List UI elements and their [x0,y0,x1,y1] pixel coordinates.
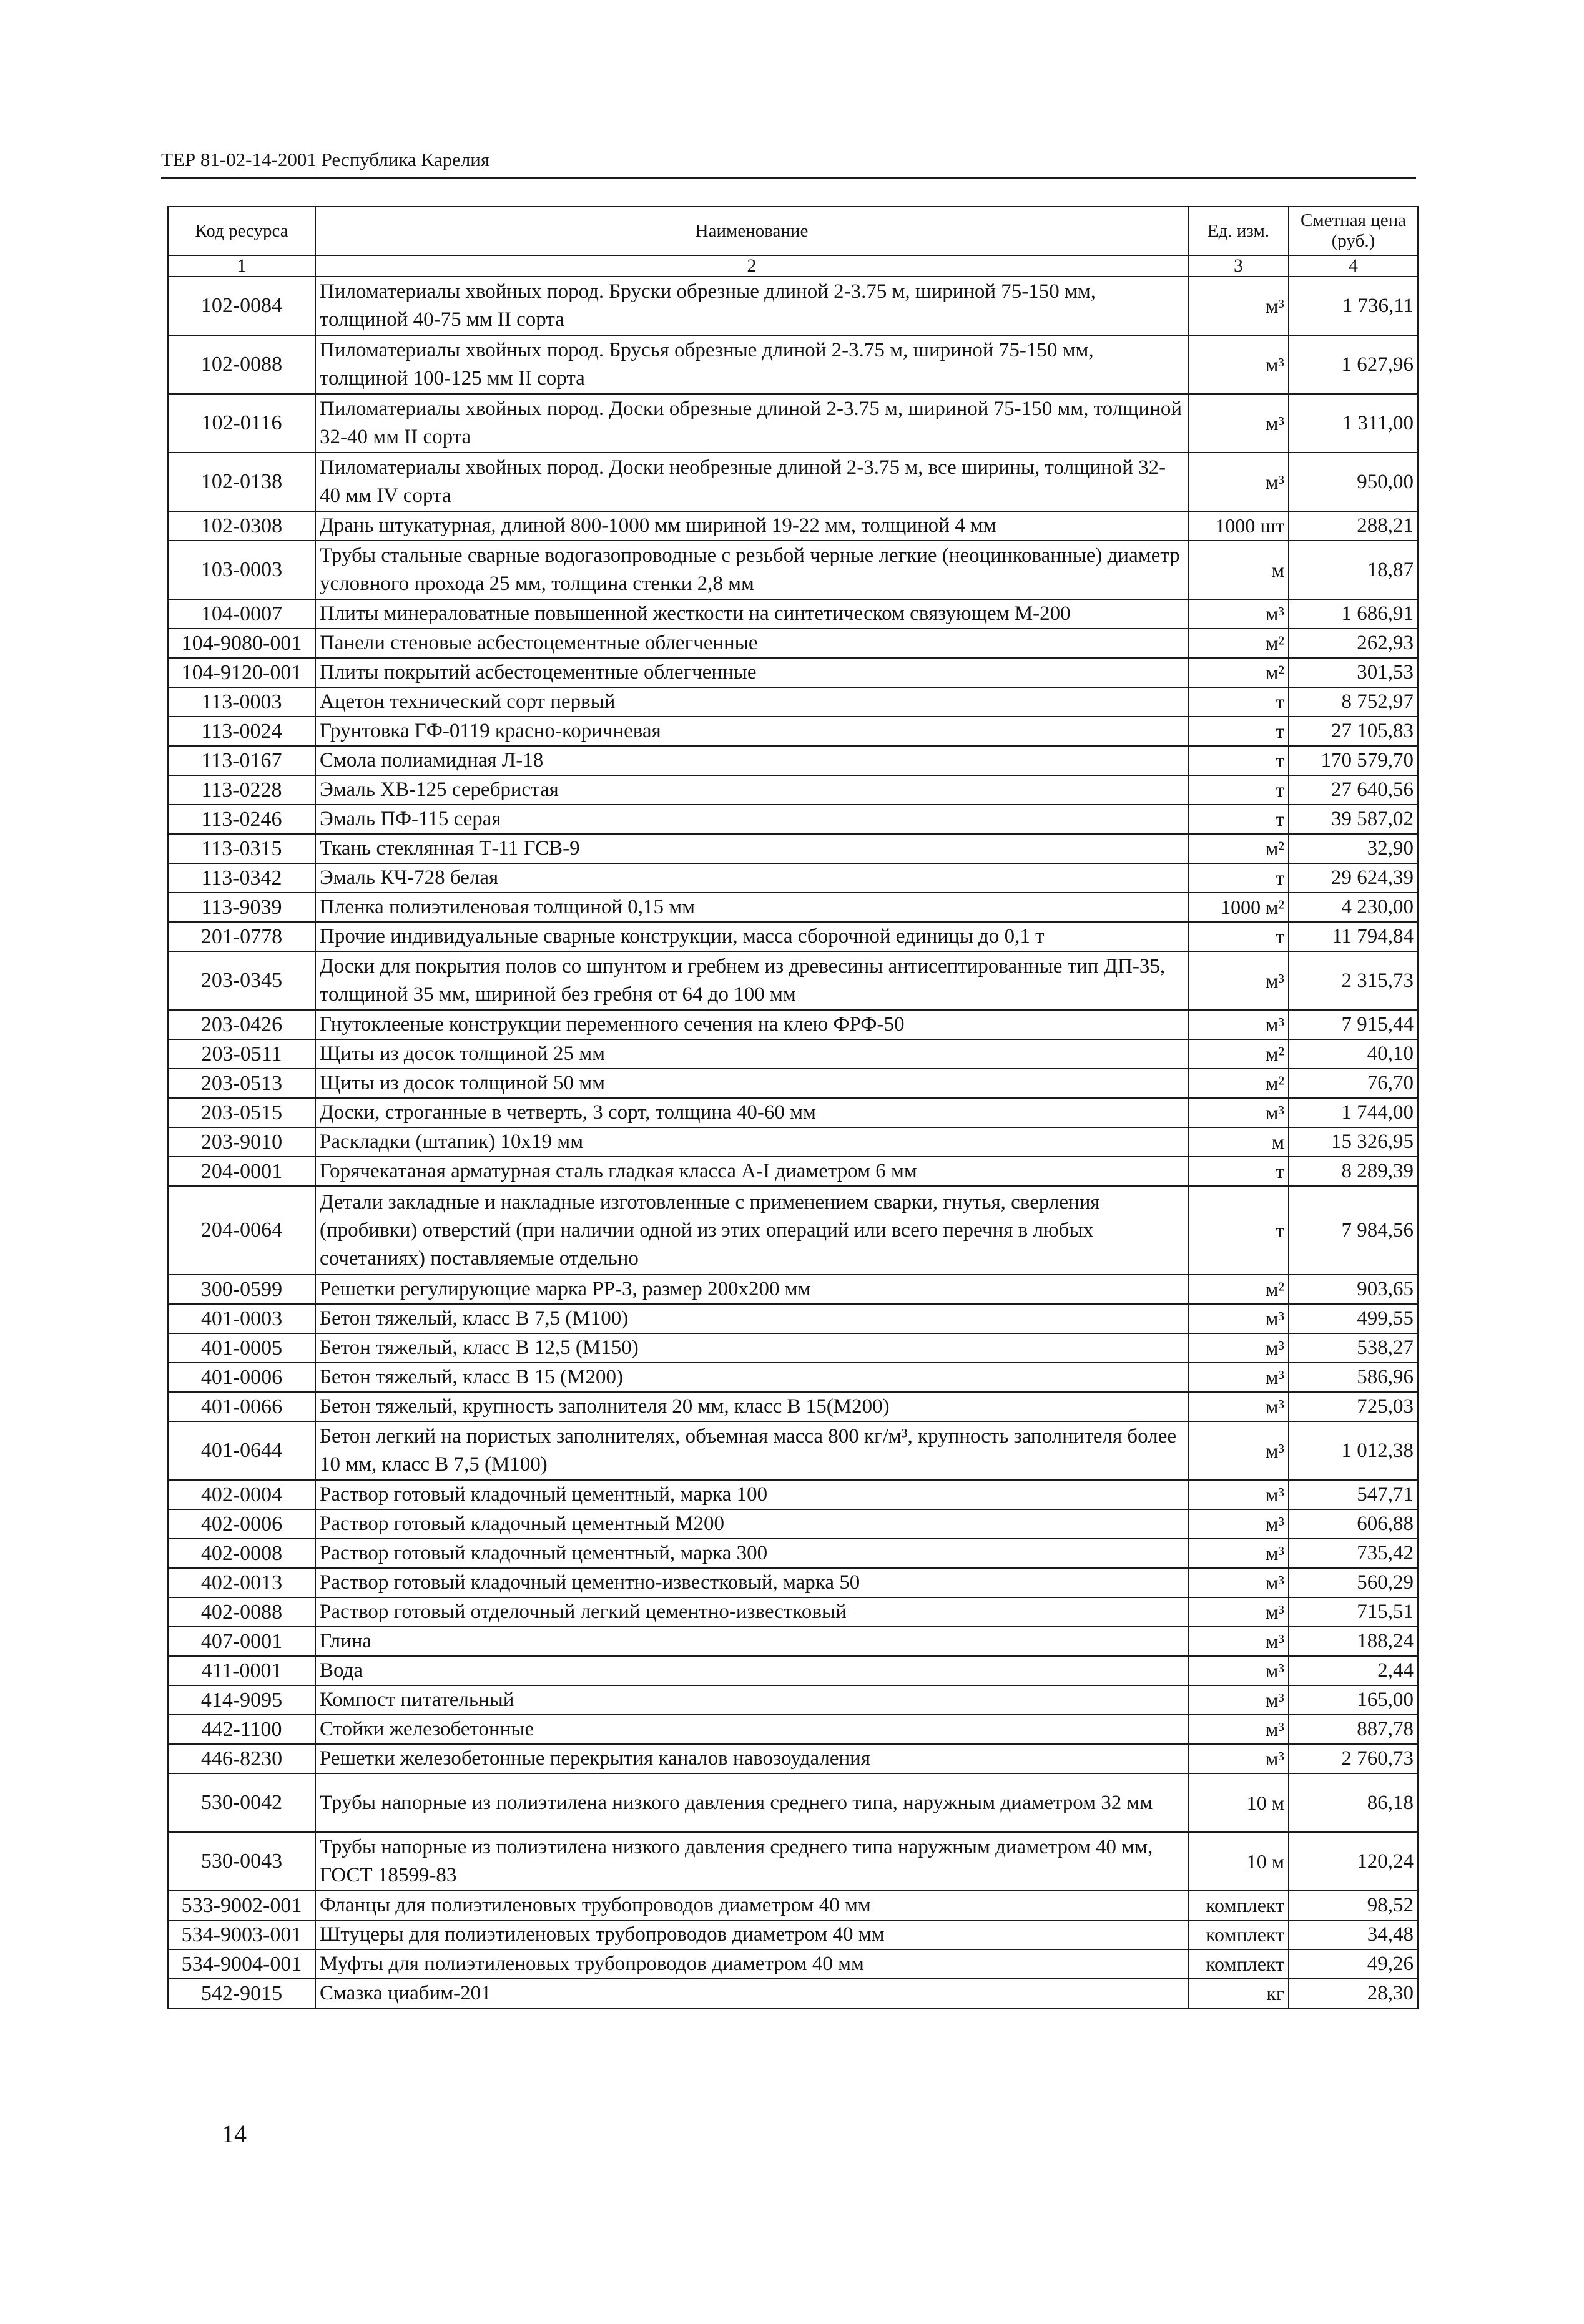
unit-cell: м³ [1188,1304,1289,1333]
price-cell: 32,90 [1289,834,1418,863]
column-number: 3 [1188,255,1289,277]
price-cell: 887,78 [1289,1715,1418,1744]
price-cell: 76,70 [1289,1069,1418,1098]
resource-name-cell: Эмаль ХВ-125 серебристая [315,775,1188,805]
column-number: 2 [315,255,1188,277]
resource-name-cell: Гнутоклееные конструкции переменного сечения на клею ФРФ-50 [315,1010,1188,1039]
unit-cell: 1000 шт [1188,511,1289,541]
price-cell: 4 230,00 [1289,893,1418,922]
price-cell: 1 627,96 [1289,335,1418,394]
unit-cell: м³ [1188,1363,1289,1392]
resource-code-cell: 542-9015 [168,1979,315,2008]
table-row [168,1509,1418,1539]
resource-code-cell: 407-0001 [168,1627,315,1656]
resource-code-cell: 102-0138 [168,453,315,511]
unit-cell: м [1188,1127,1289,1157]
table-row [168,834,1418,863]
price-cell: 301,53 [1289,658,1418,687]
price-cell: 288,21 [1289,511,1418,541]
price-cell: 7 984,56 [1289,1186,1418,1275]
resource-code-cell: 102-0088 [168,335,315,394]
table-row [168,1832,1418,1891]
unit-cell: т [1188,805,1289,834]
column-number-row [168,255,1418,277]
resource-name-cell: Бетон тяжелый, класс В 15 (М200) [315,1363,1188,1392]
price-cell: 2 315,73 [1289,951,1418,1010]
resource-code-cell: 401-0066 [168,1392,315,1421]
resource-name-cell: Компост питательный [315,1685,1188,1715]
resource-code-cell: 113-0228 [168,775,315,805]
column-header-price: Сметная цена (руб.) [1289,207,1418,255]
resource-name-cell: Раствор готовый кладочный цементно-известковый, марка 50 [315,1568,1188,1597]
column-header-unit: Ед. изм. [1188,207,1289,255]
unit-cell: м² [1188,1275,1289,1304]
table-row [168,1568,1418,1597]
unit-cell: м³ [1188,1480,1289,1509]
resource-name-cell: Горячекатаная арматурная сталь гладкая класса А-I диаметром 6 мм [315,1157,1188,1186]
price-cell: 538,27 [1289,1333,1418,1363]
price-cell: 34,48 [1289,1920,1418,1949]
table-row [168,863,1418,893]
resource-name-cell: Смазка циабим-201 [315,1979,1188,2008]
table-row [168,922,1418,951]
resource-name-cell: Раствор готовый кладочный цементный, марка 100 [315,1480,1188,1509]
table-row [168,1010,1418,1039]
unit-cell: м³ [1188,1392,1289,1421]
unit-cell: т [1188,687,1289,717]
resource-code-cell: 113-0167 [168,746,315,775]
price-cell: 18,87 [1289,541,1418,599]
resource-name-cell: Прочие индивидуальные сварные конструкции, масса сборочной единицы до 0,1 т [315,922,1188,951]
resource-code-cell: 534-9003-001 [168,1920,315,1949]
table-row [168,893,1418,922]
price-cell: 120,24 [1289,1832,1418,1891]
resource-code-cell: 401-0006 [168,1363,315,1392]
resource-name-cell: Решетки железобетонные перекрытия каналов навозоудаления [315,1744,1188,1773]
resource-name-cell: Плиты минераловатные повышенной жесткости на синтетическом связующем М-200 [315,599,1188,629]
resource-name-cell: Вода [315,1656,1188,1685]
table-row [168,599,1418,629]
column-number: 4 [1289,255,1418,277]
document-title: ТЕР 81-02-14-2001 Республика Карелия [161,149,490,170]
price-cell: 1 744,00 [1289,1098,1418,1127]
resource-name-cell: Пиломатериалы хвойных пород. Доски необрезные длиной 2-3.75 м, все ширины, толщиной 32-40 мм IV сорта [315,453,1188,511]
unit-cell: м³ [1188,453,1289,511]
price-cell: 903,65 [1289,1275,1418,1304]
table-row [168,1421,1418,1480]
resource-code-cell: 113-9039 [168,893,315,922]
price-cell: 2 760,73 [1289,1744,1418,1773]
price-cell: 8 289,39 [1289,1157,1418,1186]
unit-cell: м³ [1188,1744,1289,1773]
resource-name-cell: Ацетон технический сорт первый [315,687,1188,717]
unit-cell: м³ [1188,1715,1289,1744]
table-row [168,1539,1418,1568]
price-cell: 8 752,97 [1289,687,1418,717]
price-cell: 29 624,39 [1289,863,1418,893]
table-header-row [168,207,1418,255]
price-cell: 28,30 [1289,1979,1418,2008]
resource-code-cell: 113-0315 [168,834,315,863]
resource-name-cell: Панели стеновые асбестоцементные облегченные [315,629,1188,658]
unit-cell: т [1188,922,1289,951]
resource-code-cell: 104-9120-001 [168,658,315,687]
unit-cell: м³ [1188,1010,1289,1039]
resource-code-cell: 530-0043 [168,1832,315,1891]
unit-cell: м³ [1188,1627,1289,1656]
page-number: 14 [222,2120,247,2148]
price-cell: 27 105,83 [1289,717,1418,746]
resource-name-cell: Эмаль КЧ-728 белая [315,863,1188,893]
table-row [168,541,1418,599]
table-row [168,1627,1418,1656]
resource-code-cell: 113-0003 [168,687,315,717]
resource-name-cell: Стойки железобетонные [315,1715,1188,1744]
resource-name-cell: Бетон легкий на пористых заполнителях, объемная масса 800 кг/м³, крупность заполнителя более 10 мм, класс В 7,5 (М100) [315,1421,1188,1480]
unit-cell: м³ [1188,1656,1289,1685]
resource-name-cell: Грунтовка ГФ-0119 красно-коричневая [315,717,1188,746]
table-row [168,717,1418,746]
resource-code-cell: 414-9095 [168,1685,315,1715]
resource-code-cell: 113-0342 [168,863,315,893]
resource-code-cell: 102-0308 [168,511,315,541]
unit-cell: 10 м [1188,1832,1289,1891]
page-header [161,149,1416,179]
resource-code-cell: 204-0001 [168,1157,315,1186]
unit-cell: комплект [1188,1891,1289,1920]
resource-code-cell: 203-0513 [168,1069,315,1098]
price-cell: 950,00 [1289,453,1418,511]
resource-name-cell: Трубы напорные из полиэтилена низкого давления среднего типа, наружным диаметром 32 мм [315,1773,1188,1832]
resource-name-cell: Детали закладные и накладные изготовленные с применением сварки, гнутья, сверления (пробивки) отверстий (при наличии одной из этих операций или всего перечня в любых сочетаниях) поставляемые отдельно [315,1186,1188,1275]
column-header-name: Наименование [315,207,1188,255]
resource-code-cell: 113-0246 [168,805,315,834]
resource-code-cell: 402-0013 [168,1568,315,1597]
price-cell: 560,29 [1289,1568,1418,1597]
table-row [168,1744,1418,1773]
resource-name-cell: Бетон тяжелый, крупность заполнителя 20 мм, класс В 15(М200) [315,1392,1188,1421]
resource-code-cell: 102-0084 [168,277,315,335]
price-cell: 1 686,91 [1289,599,1418,629]
table-row [168,1979,1418,2008]
unit-cell: м³ [1188,1568,1289,1597]
resource-name-cell: Трубы напорные из полиэтилена низкого давления среднего типа наружным диаметром 40 мм, ГОСТ 18599-83 [315,1832,1188,1891]
table-row [168,1597,1418,1627]
price-cell: 39 587,02 [1289,805,1418,834]
price-cell: 262,93 [1289,629,1418,658]
price-cell: 27 640,56 [1289,775,1418,805]
table-row [168,1304,1418,1333]
unit-cell: м³ [1188,335,1289,394]
price-cell: 1 736,11 [1289,277,1418,335]
resource-name-cell: Доски, строганные в четверть, 3 сорт, толщина 40-60 мм [315,1098,1188,1127]
price-cell: 49,26 [1289,1949,1418,1979]
resource-name-cell: Штуцеры для полиэтиленовых трубопроводов диаметром 40 мм [315,1920,1188,1949]
unit-cell: т [1188,717,1289,746]
table-row [168,629,1418,658]
resource-code-cell: 300-0599 [168,1275,315,1304]
resource-name-cell: Пиломатериалы хвойных пород. Брусья обрезные длиной 2-3.75 м, шириной 75-150 мм, толщиной 100-125 мм II сорта [315,335,1188,394]
unit-cell: кг [1188,1979,1289,2008]
price-cell: 586,96 [1289,1363,1418,1392]
table-row [168,1333,1418,1363]
resource-name-cell: Пиломатериалы хвойных пород. Бруски обрезные длиной 2-3.75 м, шириной 75-150 мм, толщиной 40-75 мм II сорта [315,277,1188,335]
table-row [168,1715,1418,1744]
price-cell: 165,00 [1289,1685,1418,1715]
resource-code-cell: 113-0024 [168,717,315,746]
table-row [168,1157,1418,1186]
resource-name-cell: Раскладки (штапик) 10х19 мм [315,1127,1188,1157]
price-cell: 15 326,95 [1289,1127,1418,1157]
unit-cell: м² [1188,1039,1289,1069]
resource-code-cell: 203-0426 [168,1010,315,1039]
unit-cell: м³ [1188,1539,1289,1568]
resource-code-cell: 533-9002-001 [168,1891,315,1920]
resource-code-cell: 534-9004-001 [168,1949,315,1979]
unit-cell: м³ [1188,1597,1289,1627]
price-cell: 11 794,84 [1289,922,1418,951]
resource-name-cell: Дрань штукатурная, длиной 800-1000 мм шириной 19-22 мм, толщиной 4 мм [315,511,1188,541]
resource-code-cell: 402-0088 [168,1597,315,1627]
resource-name-cell: Раствор готовый кладочный цементный, марка 300 [315,1539,1188,1568]
resource-code-cell: 201-0778 [168,922,315,951]
table-row [168,746,1418,775]
table-row [168,1186,1418,1275]
resource-name-cell: Эмаль ПФ-115 серая [315,805,1188,834]
unit-cell: м³ [1188,1421,1289,1480]
resource-code-cell: 104-9080-001 [168,629,315,658]
resource-name-cell: Раствор готовый кладочный цементный М200 [315,1509,1188,1539]
table-row [168,1656,1418,1685]
table-row [168,658,1418,687]
unit-cell: м² [1188,629,1289,658]
table-row [168,1069,1418,1098]
resource-code-cell: 401-0003 [168,1304,315,1333]
resource-name-cell: Щиты из досок толщиной 50 мм [315,1069,1188,1098]
table-row [168,1949,1418,1979]
unit-cell: м² [1188,1069,1289,1098]
unit-cell: м³ [1188,394,1289,453]
price-cell: 715,51 [1289,1597,1418,1627]
table-row [168,1098,1418,1127]
resource-name-cell: Доски для покрытия полов со шпунтом и гребнем из древесины антисептированные тип ДП-35, толщиной 35 мм, шириной без гребня от 64 до 100 мм [315,951,1188,1010]
unit-cell: 1000 м² [1188,893,1289,922]
table-row [168,335,1418,394]
table-row [168,1920,1418,1949]
table-row [168,1039,1418,1069]
unit-cell: т [1188,1157,1289,1186]
column-number: 1 [168,255,315,277]
table-row [168,1480,1418,1509]
unit-cell: м [1188,541,1289,599]
column-header-code: Код ресурса [168,207,315,255]
table-row [168,511,1418,541]
table-row [168,805,1418,834]
unit-cell: м³ [1188,1333,1289,1363]
resource-code-cell: 203-0511 [168,1039,315,1069]
unit-cell: м² [1188,658,1289,687]
unit-cell: т [1188,1186,1289,1275]
price-cell: 86,18 [1289,1773,1418,1832]
price-cell: 40,10 [1289,1039,1418,1069]
resource-code-cell: 411-0001 [168,1656,315,1685]
table-row [168,1773,1418,1832]
unit-cell: комплект [1188,1949,1289,1979]
resource-code-cell: 442-1100 [168,1715,315,1744]
unit-cell: м³ [1188,1509,1289,1539]
resource-name-cell: Смола полиамидная Л-18 [315,746,1188,775]
table-row [168,775,1418,805]
resource-name-cell: Щиты из досок толщиной 25 мм [315,1039,1188,1069]
table-row [168,453,1418,511]
table-row [168,951,1418,1010]
resource-name-cell: Бетон тяжелый, класс В 7,5 (М100) [315,1304,1188,1333]
unit-cell: м³ [1188,951,1289,1010]
table-row [168,687,1418,717]
resource-code-cell: 402-0004 [168,1480,315,1509]
price-cell: 188,24 [1289,1627,1418,1656]
table-row [168,1127,1418,1157]
table-row [168,1275,1418,1304]
table-row [168,1392,1418,1421]
resource-code-cell: 103-0003 [168,541,315,599]
resource-code-cell: 530-0042 [168,1773,315,1832]
price-cell: 606,88 [1289,1509,1418,1539]
table-row [168,1685,1418,1715]
price-cell: 1 012,38 [1289,1421,1418,1480]
resource-name-cell: Решетки регулирующие марка РР-3, размер 200х200 мм [315,1275,1188,1304]
resource-code-cell: 203-0345 [168,951,315,1010]
table-row [168,1363,1418,1392]
resource-name-cell: Муфты для полиэтиленовых трубопроводов диаметром 40 мм [315,1949,1188,1979]
resource-code-cell: 203-9010 [168,1127,315,1157]
unit-cell: м³ [1188,277,1289,335]
resource-code-cell: 401-0644 [168,1421,315,1480]
unit-cell: т [1188,746,1289,775]
price-cell: 98,52 [1289,1891,1418,1920]
price-cell: 1 311,00 [1289,394,1418,453]
price-cell: 170 579,70 [1289,746,1418,775]
price-cell: 547,71 [1289,1480,1418,1509]
resource-name-cell: Раствор готовый отделочный легкий цементно-известковый [315,1597,1188,1627]
unit-cell: т [1188,775,1289,805]
unit-cell: м² [1188,834,1289,863]
resource-price-table [167,206,1419,2009]
price-cell: 735,42 [1289,1539,1418,1568]
resource-code-cell: 401-0005 [168,1333,315,1363]
resource-name-cell: Пиломатериалы хвойных пород. Доски обрезные длиной 2-3.75 м, шириной 75-150 мм, толщиной 32-40 мм II сорта [315,394,1188,453]
resource-code-cell: 402-0006 [168,1509,315,1539]
resource-name-cell: Глина [315,1627,1188,1656]
table-row [168,277,1418,335]
unit-cell: т [1188,863,1289,893]
unit-cell: м³ [1188,599,1289,629]
resource-code-cell: 446-8230 [168,1744,315,1773]
resource-code-cell: 102-0116 [168,394,315,453]
resource-name-cell: Фланцы для полиэтиленовых трубопроводов диаметром 40 мм [315,1891,1188,1920]
table-row [168,394,1418,453]
resource-name-cell: Пленка полиэтиленовая толщиной 0,15 мм [315,893,1188,922]
unit-cell: комплект [1188,1920,1289,1949]
resource-code-cell: 204-0064 [168,1186,315,1275]
table-row [168,1891,1418,1920]
resource-code-cell: 402-0008 [168,1539,315,1568]
resource-code-cell: 104-0007 [168,599,315,629]
price-cell: 725,03 [1289,1392,1418,1421]
resource-name-cell: Трубы стальные сварные водогазопроводные с резьбой черные легкие (неоцинкованные) диаметр условного прохода 25 мм, толщина стенки 2,8 мм [315,541,1188,599]
price-cell: 499,55 [1289,1304,1418,1333]
unit-cell: м³ [1188,1098,1289,1127]
price-cell: 7 915,44 [1289,1010,1418,1039]
resource-name-cell: Ткань стеклянная Т-11 ГСВ-9 [315,834,1188,863]
resource-code-cell: 203-0515 [168,1098,315,1127]
price-cell: 2,44 [1289,1656,1418,1685]
unit-cell: м³ [1188,1685,1289,1715]
resource-name-cell: Бетон тяжелый, класс В 12,5 (М150) [315,1333,1188,1363]
resource-name-cell: Плиты покрытий асбестоцементные облегченные [315,658,1188,687]
unit-cell: 10 м [1188,1773,1289,1832]
